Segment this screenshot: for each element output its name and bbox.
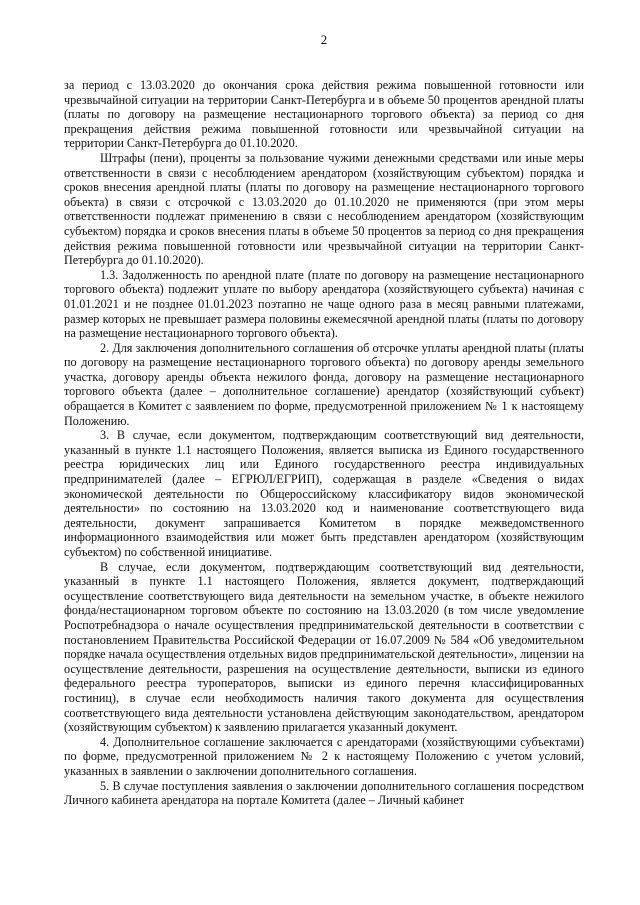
paragraph: за период с 13.03.2020 до окончания срока действия режима повышенной готовности или чрезвычайной ситуации на территории Санкт-Петербурга и в объеме 50 процентов арендной платы (платы по договору на размещение нестационарного торгового объекта) за период со дня прекращения действия режима повышенной готовности или чрезвычайной ситуации на территории Санкт-Петербурга до 01.10.2020. — [64, 78, 584, 151]
page-number: 2 — [320, 32, 328, 47]
paragraph: 3. В случае, если документом, подтверждающим соответствующий вид деятельности, указанный в пункте 1.1 настоящего Положения, является выписка из Единого государственного реестра юридических лиц или Единого государственного реестра индивидуальных предпринимателей (далее – ЕГРЮЛ/ЕГРИП), содержащая в разделе «Сведения о видах экономической деятельности по Общероссийскому классификатору видов экономической деятельности» по состоянию на 13.03.2020 код и наименование соответствующего вида деятельности, документ запрашивается Комитетом в порядке межведомственного информационного взаимодействия или может быть представлен арендатором (хозяйствующим субъектом) по собственной инициативе. — [64, 428, 584, 559]
paragraph: 1.3. Задолженность по арендной плате (плате по договору на размещение нестационарного торгового объекта) подлежит уплате по выбору арендатора (хозяйствующего субъекта) начиная с 01.01.2021 и не позднее 01.01.2023 поэтапно не чаще одного раза в месяц равными платежами, размер которых не превышает размера половины ежемесячной арендной платы (платы по договору на размещение нестационарного торгового объекта). — [64, 267, 584, 341]
document-body — [64, 78, 584, 808]
paragraph: 2. Для заключения дополнительного соглашения об отсрочке уплаты арендной платы (платы по договору на размещение нестационарного торгового объекта) по договору аренды земельного участка, договору аренды объекта нежилого фонда, договору на размещение нестационарного торгового объекта (далее – дополнительное соглашение) арендатор (хозяйствующий субъект) обращается в Комитет с заявлением по форме, предусмотренной приложением № 1 к настоящему Положению. — [64, 340, 584, 428]
paragraph: 5. В случае поступления заявления о заключении дополнительного соглашения посредством Личного кабинета арендатора на портале Комитета (далее – Личный кабинет — [64, 778, 584, 808]
paragraph: Штрафы (пени), проценты за пользование чужими денежными средствами или иные меры ответственности в связи с несоблюдением арендатором (хозяйствующим субъектом) порядка и сроков внесения арендной платы (платы по договору на размещение нестационарного торгового объекта) в связи с отсрочкой с 13.03.2020 до 01.10.2020 не применяются (при этом меры ответственности подлежат применению в связи с несоблюдением арендатором (хозяйствующим субъектом) порядка и сроков внесения платы в объеме 50 процентов за период со дня прекращения действия режима повышенной готовности или чрезвычайной ситуации на территории Санкт-Петербурга до 01.10.2020). — [64, 150, 584, 268]
paragraph: В случае, если документом, подтверждающим соответствующий вид деятельности, указанный в пункте 1.1 настоящего Положения, является документ, подтверждающий осуществление соответствующего вида деятельности на земельном участке, в объекте нежилого фонда/нестационарном торговом объекте по состоянию на 13.03.2020 (в том числе уведомление Роспотребнадзора о начале осуществления предпринимательской деятельности в соответствии с постановлением Правительства Российской Федерации от 16.07.2009 № 584 «Об уведомительном порядке начала осуществления отдельных видов предпринимательской деятельности», лицензии на осуществление деятельности, разрешения на осуществление деятельности, выписки из единого федерального реестра туроператоров, выписки из единого перечня классифицированных гостиниц), в случае если необходимость наличия такого документа для осуществления соответствующего вида деятельности установлена действующим законодательством, арендатором (хозяйствующим субъектом) к заявлению прилагается указанный документ. — [64, 559, 584, 735]
paragraph: 4. Дополнительное соглашение заключается с арендаторами (хозяйствующими субъектами) по форме, предусмотренной приложением № 2 к настоящему Положению с учетом условий, указанных в заявлении о заключении дополнительного соглашения. — [64, 734, 584, 778]
